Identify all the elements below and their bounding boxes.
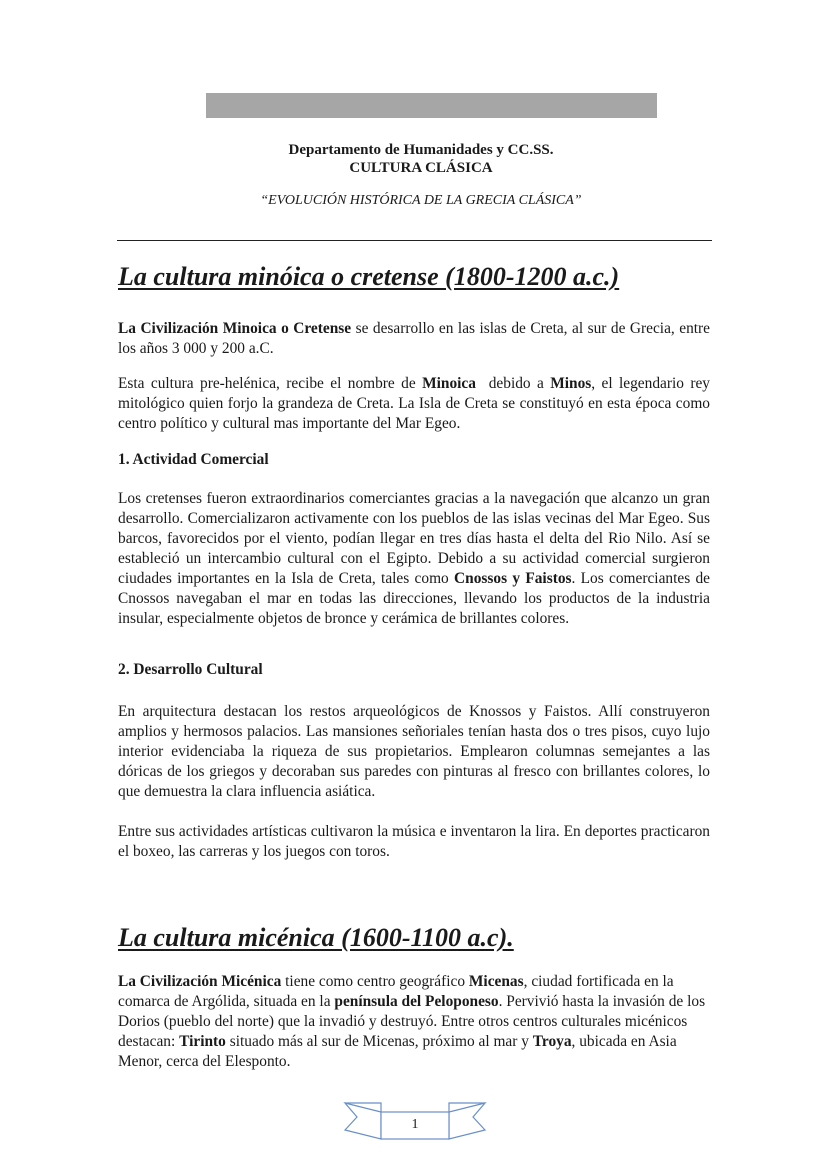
- paragraph-comercial: [118, 489, 710, 629]
- header-divider: [117, 240, 712, 241]
- bold-text: La Civilización Micénica: [118, 973, 282, 990]
- text: , el legendario rey mitológico quien forjo la grandeza de Creta. La Isla de Creta se constituyó en esta época como centro político y cultural mas importante del Mar Egeo.: [118, 375, 710, 432]
- bold-text: Troya: [532, 1033, 572, 1050]
- text: debido a: [475, 375, 551, 392]
- text: Los cretenses fueron extraordinarios comerciantes gracias a la navegación que alcanzo un gran desarrollo. Comercializaron activamente con los pueblos de las islas vecinas del Mar Egeo. Sus barcos, favorecidos por el viento, podían llegar en tres días hasta el delta del Rio Nilo. Así se estableció un intercambio cultural con el Egipto. Debido a su actividad comercial surgieron ciudades importantes en la Isla de Creta, tales como: [118, 490, 710, 587]
- text: Esta cultura pre-helénica, recibe el nombre de: [118, 375, 423, 392]
- bold-text: Tirinto: [179, 1033, 226, 1050]
- text: tiene como centro geográfico: [281, 973, 469, 990]
- header-block: [0, 141, 828, 177]
- section-title-cultural: 2. Desarrollo Cultural: [118, 661, 263, 678]
- text: se desarrollo en las islas de Creta, al sur de Grecia, entre los años 3 000 y 200 a.C.: [118, 320, 711, 357]
- bold-text: La Civilización Minoica o Cretense: [118, 320, 352, 337]
- text: . Pervivió hasta la invasión de los Dorios (pueblo del norte) que la invadió y destruyó. Entre otros centros culturales micénicos destacan:: [118, 993, 706, 1050]
- paragraph-minoica-intro: [118, 319, 710, 359]
- department-name: Departamento de Humanidades y CC.SS.: [288, 142, 554, 158]
- page-number: 1: [411, 1117, 419, 1132]
- bold-text: Micenas: [468, 973, 524, 990]
- header-gray-bar: [206, 93, 657, 118]
- paragraph-micenica: [118, 972, 710, 1072]
- document-subtitle: “EVOLUCIÓN HISTÓRICA DE LA GRECIA CLÁSICA”: [260, 193, 582, 208]
- text: , ciudad fortificada en la comarca de Argólida, situada en la: [118, 973, 674, 1010]
- text: situado más al sur de Micenas, próximo al mar y: [225, 1033, 533, 1050]
- bold-text: Minoica: [422, 375, 476, 392]
- text: , ubicada en Asia Menor, cerca del Elesponto.: [118, 1033, 677, 1070]
- section-title-comercial: 1. Actividad Comercial: [118, 451, 269, 468]
- bold-text: Cnossos y Faistos: [454, 570, 572, 587]
- text: . Los comerciantes de Cnossos navegaban el mar en todas las direcciones, llevando los productos de la industria insular, especialmente objetos de bronce y cerámica de brillantes colores.: [118, 570, 710, 627]
- heading-minoica: La cultura minóica o cretense (1800-1200 a.c.): [118, 262, 620, 291]
- paragraph-artes: Entre sus actividades artísticas cultivaron la música e inventaron la lira. En deportes practicaron el boxeo, las carreras y los juegos con toros.: [118, 823, 710, 860]
- heading-micenica: La cultura micénica (1600-1100 a.c).: [118, 923, 514, 952]
- course-name: CULTURA CLÁSICA: [349, 160, 493, 176]
- bold-text: Minos: [550, 375, 592, 392]
- paragraph-arquitectura: En arquitectura destacan los restos arqueológicos de Knossos y Faistos. Allí construyeron amplios y hermosos palacios. Las mansiones señoriales tenían hasta dos o tres pisos, cuyo lujo interior evidenciaba la riqueza de sus propietarios. Emplearon columnas semejantes a las dóricas de los griegos y decoraban sus paredes con pinturas al fresco con brillantes colores, lo que demuestra la clara influencia asiática.: [118, 703, 710, 800]
- paragraph-minoica-name: [118, 374, 710, 434]
- bold-text: península del Peloponeso: [334, 993, 499, 1010]
